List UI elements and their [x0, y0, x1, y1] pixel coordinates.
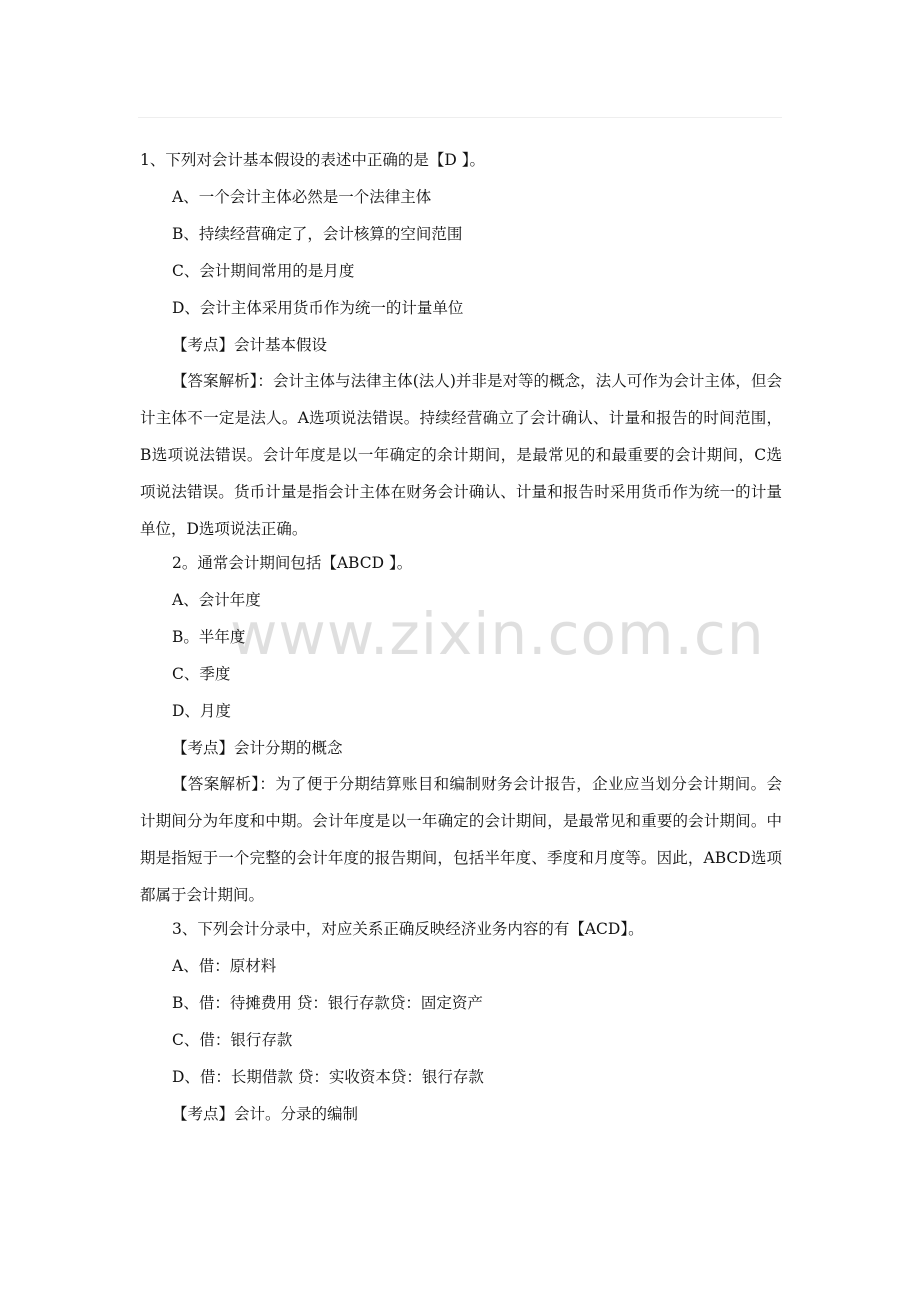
- question-2-stem: 2。通常会计期间包括【ABCD 】。: [172, 554, 413, 572]
- question-1-analysis: 【答案解析】：会计主体与法律主体(法人)并非是对等的概念，法人可作为会计主体，但会计主体不一定是法人。A选项说法错误。持续经营确立了会计确认、计量和报告的时间范围，B选项说法错误。会计年度是以一年确定的余计期间，是最常见的和最重要的会计期间，C选项说法错误。货币计量是指会计主体在财务会计确认、计量和报告时采用货币作为统一的计量单位，D选项说法正确。: [140, 372, 782, 538]
- question-3-option-b: B、借：待摊费用 贷：银行存款贷：固定资产: [172, 994, 483, 1012]
- question-2-analysis: 【答案解析】：为了便于分期结算账目和编制财务会计报告，企业应当划分会计期间。会计期间分为年度和中期。会计年度是以一年确定的会计期间，是最常见和重要的会计期间。中期是指短于一个完整的会计年度的报告期间，包括半年度、季度和月度等。因此，ABCD选项都属于会计期间。: [140, 775, 782, 904]
- watermark: www.zixin.com.cn: [230, 600, 765, 668]
- question-1-option-a: A、一个会计主体必然是一个法律主体: [172, 188, 432, 206]
- question-1-point: 【考点】会计基本假设: [172, 336, 328, 354]
- question-1-stem: 1、下列对会计基本假设的表述中正确的是【D 】。: [140, 151, 485, 169]
- document-body: [140, 147, 782, 1138]
- question-1-option-c: C、会计期间常用的是月度: [172, 262, 355, 280]
- question-2-option-d: D、月度: [172, 702, 231, 720]
- question-2-option-a: A、会计年度: [172, 591, 261, 609]
- question-3-option-a: A、借：原材料: [172, 957, 277, 975]
- question-2-option-b: B。半年度: [172, 628, 246, 646]
- question-1-option-b: B、持续经营确定了，会计核算的空间范围: [172, 225, 463, 243]
- question-3-option-c: C、借：银行存款: [172, 1031, 293, 1049]
- question-2-point: 【考点】会计分期的概念: [172, 739, 343, 757]
- question-3-stem: 3、下列会计分录中，对应关系正确反映经济业务内容的有【ACD】。: [172, 920, 644, 938]
- question-2-option-c: C、季度: [172, 665, 231, 683]
- question-3-option-d: D、借：长期借款 贷：实收资本贷：银行存款: [172, 1068, 484, 1086]
- header-rule: [138, 117, 782, 118]
- question-1-option-d: D、会计主体采用货币作为统一的计量单位: [172, 299, 464, 317]
- question-3-point: 【考点】会计。分录的编制: [172, 1105, 359, 1123]
